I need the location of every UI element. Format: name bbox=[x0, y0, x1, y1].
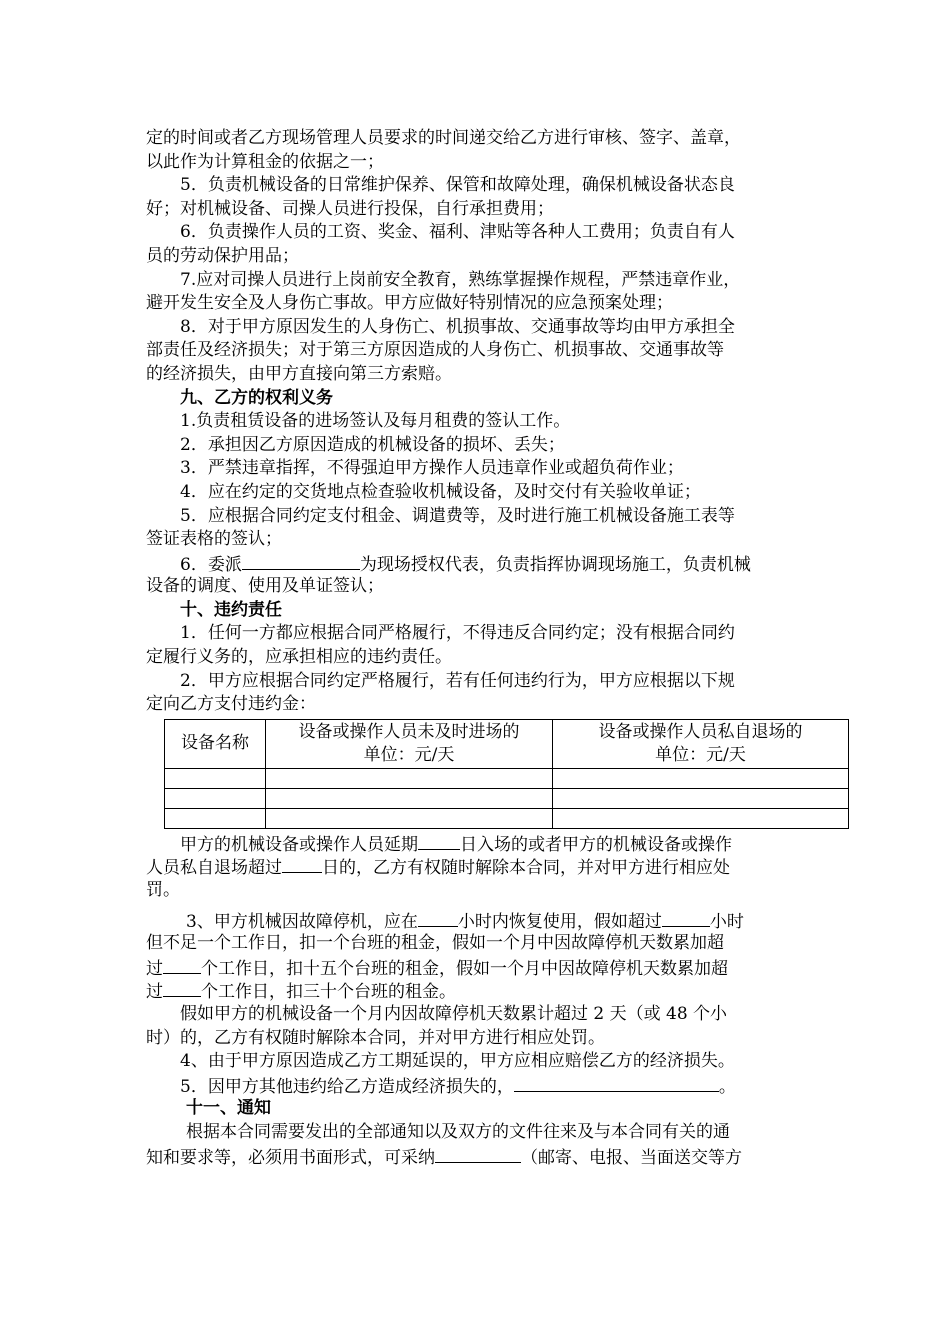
exit-days-blank bbox=[282, 855, 322, 873]
text-line: 2．甲方应根据合同约定严格履行，若有任何违约行为，甲方应根据以下规 bbox=[180, 670, 735, 691]
table-cell bbox=[266, 768, 553, 788]
text-line: 根据本合同需要发出的全部通知以及双方的文件往来及与本合同有关的通 bbox=[186, 1121, 730, 1142]
text-line: 定履行义务的，应承担相应的违约责任。 bbox=[146, 647, 452, 668]
text-line-fault bbox=[146, 909, 806, 933]
text-line: 以此作为计算租金的依据之一； bbox=[146, 151, 384, 172]
contract-page bbox=[146, 127, 806, 1168]
text-line: 8．对于甲方原因发生的人身伤亡、机损事故、交通事故等均由甲方承担全 bbox=[180, 316, 735, 337]
loss-amount-blank bbox=[514, 1074, 719, 1092]
notice-text-2: （邮寄、电报、当面送交等方 bbox=[521, 1147, 742, 1168]
table-row bbox=[165, 768, 849, 788]
text-line: 1．任何一方都应根据合同严格履行，不得违反合同约定；没有根据合同约 bbox=[180, 623, 735, 644]
text-line: 2．承担因乙方原因造成的机械设备的损坏、丢失； bbox=[180, 434, 565, 455]
delay-days-blank bbox=[418, 832, 460, 850]
text-line: 3．严禁违章指挥，不得强迫甲方操作人员违章作业或超负荷作业； bbox=[180, 458, 684, 479]
header-equipment-name: 设备名称 bbox=[165, 719, 266, 768]
notice-text-1: 知和要求等，必须用书面形式，可采纳 bbox=[146, 1147, 435, 1168]
table-row bbox=[165, 788, 849, 808]
table-cell bbox=[553, 768, 849, 788]
delay-text-2: 日入场的或者甲方的机械设备或操作 bbox=[460, 834, 732, 855]
text-line: 避开发生安全及人身伤亡事故。甲方应做好特别情况的应急预案处理； bbox=[146, 293, 673, 314]
text-line: 假如甲方的机械设备一个月内因故障停机天数累计超过 2 天（或 48 个小 bbox=[180, 1004, 728, 1024]
text-line: 4．应在约定的交货地点检查验收机械设备，及时交付有关验收单证； bbox=[180, 481, 701, 502]
text-line: 定向乙方支付违约金： bbox=[146, 694, 316, 715]
delay-text-3: 人员私自退场超过 bbox=[146, 858, 282, 879]
text-line-delay bbox=[146, 832, 806, 856]
text-line: 定的时间或者乙方现场管理人员要求的时间递交给乙方进行审核、签字、盖章， bbox=[146, 128, 741, 148]
notice-method-blank bbox=[435, 1145, 521, 1163]
text-line-notice-2 bbox=[146, 1145, 806, 1169]
fault-text-3: 小时 bbox=[709, 911, 744, 932]
table-cell bbox=[553, 788, 849, 808]
text-line: 5．负责机械设备的日常维护保养、保管和故障处理，确保机械设备状态良 bbox=[180, 175, 735, 196]
section-heading-10: 十、违约责任 bbox=[180, 599, 282, 620]
fault-text-7: 个工作日，扣三十个台班的租金。 bbox=[201, 982, 456, 1003]
header-early-exit bbox=[553, 719, 849, 768]
text-line-fault-3 bbox=[146, 956, 806, 980]
fault-text-6: 过 bbox=[146, 982, 163, 1003]
table-cell bbox=[165, 788, 266, 808]
fault-days-blank-30 bbox=[163, 979, 201, 997]
header-late-entry-line1: 设备或操作人员未及时进场的 bbox=[298, 721, 520, 742]
table-cell bbox=[165, 768, 266, 788]
table-cell bbox=[553, 808, 849, 828]
text-line: 部责任及经济损失；对于第三方原因造成的人身伤亡、机损事故、交通事故等 bbox=[146, 340, 724, 361]
header-late-entry bbox=[266, 719, 553, 768]
item5-text: 5．因甲方其他违约给乙方造成经济损失的， bbox=[180, 1076, 514, 1097]
penalty-table bbox=[164, 719, 849, 829]
item5-period: 。 bbox=[718, 1076, 736, 1097]
text-line: 罚。 bbox=[146, 880, 180, 901]
header-early-exit-line1: 设备或操作人员私自退场的 bbox=[598, 721, 803, 742]
table-row bbox=[165, 808, 849, 828]
fault-text-5: 个工作日，扣十五个台班的租金，假如一个月中因故障停机天数累加超 bbox=[201, 958, 728, 979]
representative-blank bbox=[242, 552, 360, 570]
table-cell bbox=[266, 788, 553, 808]
delay-text-4: 日的，乙方有权随时解除本合同，并对甲方进行相应处 bbox=[322, 858, 730, 879]
section-heading-9: 九、乙方的权利义务 bbox=[180, 387, 333, 408]
text-line-fault-4 bbox=[146, 979, 806, 1003]
header-late-entry-line2: 单位：元/天 bbox=[363, 744, 455, 765]
text-line: 时）的，乙方有权随时解除本合同，并对甲方进行相应处罚。 bbox=[146, 1027, 605, 1048]
section-heading-11: 十一、通知 bbox=[186, 1098, 271, 1119]
text-line: 的经济损失，由甲方直接向第三方索赔。 bbox=[146, 363, 452, 384]
table-cell bbox=[165, 808, 266, 828]
text-line: 6．负责操作人员的工资、奖金、福利、津贴等各种人工费用；负责自有人 bbox=[180, 222, 735, 243]
text-line: 7.应对司操人员进行上岗前安全教育，熟练掌握操作规程，严禁违章作业， bbox=[180, 269, 741, 290]
text-line: 签证表格的签认； bbox=[146, 529, 282, 550]
fault-text-4: 过 bbox=[146, 958, 163, 979]
item6-prefix: 6．委派 bbox=[180, 554, 242, 575]
text-line: 但不足一个工作日，扣一个台班的租金，假如一个月中因故障停机天数累加超 bbox=[146, 933, 724, 954]
text-line: 设备的调度、使用及单证签认； bbox=[146, 576, 384, 597]
table-cell bbox=[266, 808, 553, 828]
delay-text-1: 甲方的机械设备或操作人员延期 bbox=[180, 834, 418, 855]
item6-suffix: 为现场授权代表，负责指挥协调现场施工，负责机械 bbox=[359, 554, 751, 575]
text-line: 1.负责租赁设备的进场签认及每月租费的签认工作。 bbox=[180, 411, 571, 432]
fault-hours-blank bbox=[418, 909, 458, 927]
text-line-delay-2 bbox=[146, 855, 806, 879]
text-line-item6 bbox=[146, 552, 806, 576]
text-line-item5 bbox=[146, 1074, 806, 1098]
table-header-row bbox=[165, 719, 849, 768]
text-line: 4、由于甲方原因造成乙方工期延误的，甲方应相应赔偿乙方的经济损失。 bbox=[180, 1051, 735, 1072]
fault-hours-limit-blank bbox=[662, 909, 710, 927]
fault-text-1: 3、甲方机械因故障停机，应在 bbox=[186, 911, 418, 932]
fault-days-blank-15 bbox=[163, 956, 201, 974]
fault-text-2: 小时内恢复使用，假如超过 bbox=[457, 911, 662, 932]
header-early-exit-line2: 单位：元/天 bbox=[655, 744, 746, 765]
text-line: 好；对机械设备、司操人员进行投保，自行承担费用； bbox=[146, 198, 554, 219]
text-line: 5．应根据合同约定支付租金、调遣费等，及时进行施工机械设备施工表等 bbox=[180, 505, 735, 526]
text-line: 员的劳动保护用品； bbox=[146, 245, 299, 266]
